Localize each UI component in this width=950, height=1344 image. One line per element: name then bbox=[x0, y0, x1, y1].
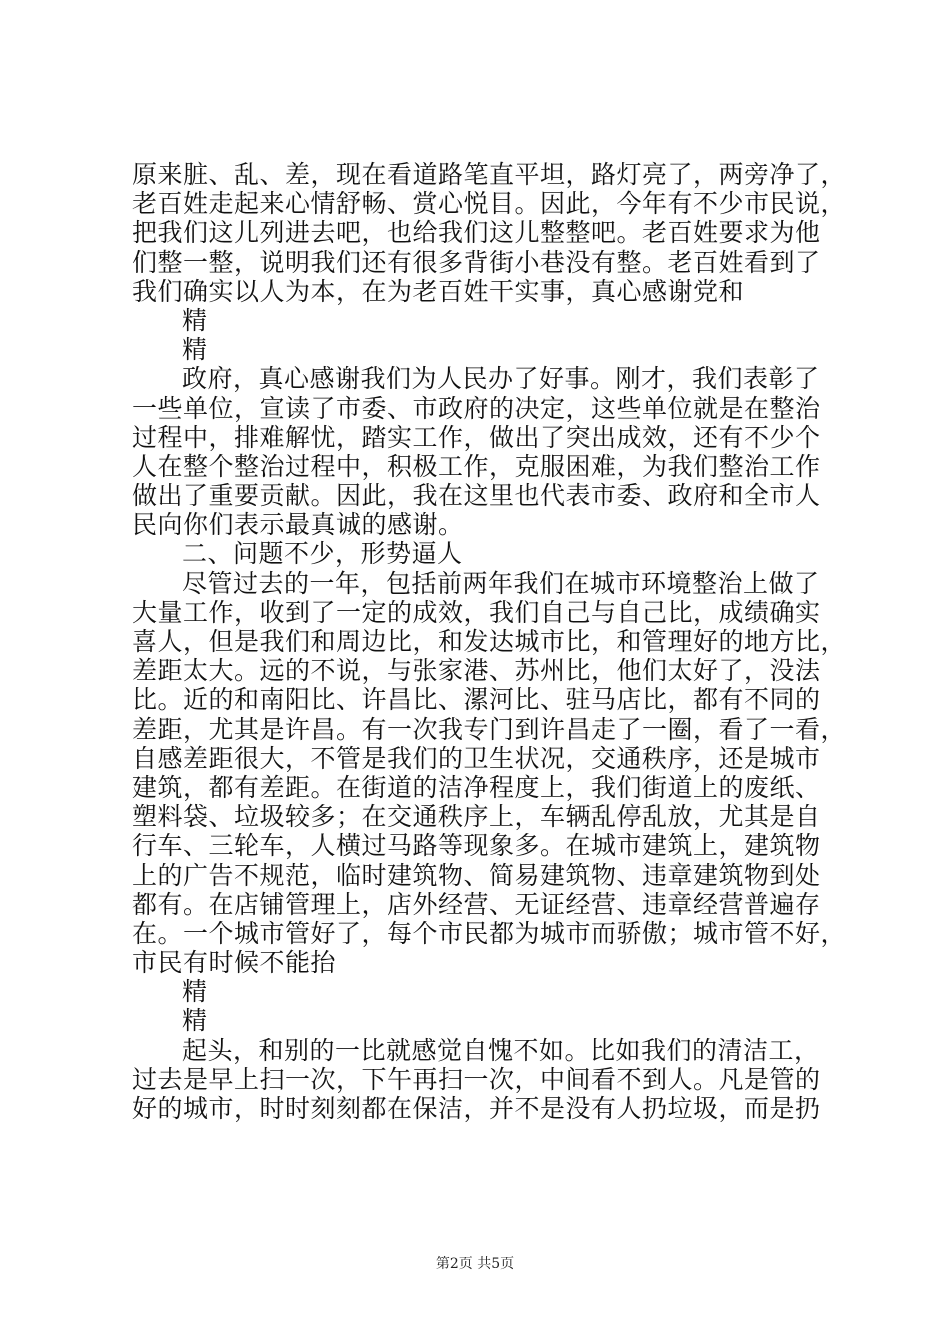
text-line: 市民有时候不能抬 bbox=[132, 948, 337, 978]
text-line: 一些单位，宣读了市委、市政府的决定，这些单位就是在整治 bbox=[132, 393, 821, 423]
text-line: 二、问题不少，形势逼人 bbox=[182, 539, 463, 569]
document-body bbox=[132, 160, 847, 1123]
text-line: 行车、三轮车，人横过马路等现象多。在城市建筑上，建筑物 bbox=[132, 831, 821, 861]
text-line: 自感差距很大，不管是我们的卫生状况，交通秩序，还是城市 bbox=[132, 743, 821, 773]
text-line: 喜人，但是我们和周边比，和发达城市比，和管理好的地方比， bbox=[132, 627, 847, 656]
text-line: 精 bbox=[182, 977, 208, 1007]
page-footer: 第2页 共5页 bbox=[435, 1256, 515, 1272]
text-line: 比。近的和南阳比、许昌比、漯河比、驻马店比，都有不同的 bbox=[132, 685, 821, 715]
text-line: 尽管过去的一年，包括前两年我们在城市环境整治上做了 bbox=[182, 568, 820, 598]
text-line: 精 bbox=[182, 1006, 208, 1036]
text-line: 老百姓走起来心情舒畅、赏心悦目。因此，今年有不少市民说， bbox=[132, 189, 847, 219]
text-line: 们整一整，说明我们还有很多背街小巷没有整。老百姓看到了 bbox=[132, 247, 821, 277]
text-line: 建筑，都有差距。在街道的洁净程度上，我们街道上的废纸、 bbox=[132, 772, 821, 802]
text-line: 大量工作，收到了一定的成效，我们自己与自己比，成绩确实 bbox=[132, 597, 821, 627]
text-line: 我们确实以人为本，在为老百姓干实事，真心感谢党和 bbox=[132, 276, 745, 306]
text-line: 都有。在店铺管理上，店外经营、无证经营、违章经营普遍存 bbox=[132, 889, 821, 919]
text-line: 塑料袋、垃圾较多；在交通秩序上，车辆乱停乱放，尤其是自 bbox=[132, 802, 821, 832]
text-line: 好的城市，时时刻刻都在保洁，并不是没有人扔垃圾，而是扔 bbox=[132, 1094, 821, 1123]
text-line: 在。一个城市管好了，每个市民都为城市而骄傲；城市管不好， bbox=[132, 918, 847, 948]
text-line: 过去是早上扫一次，下午再扫一次，中间看不到人。凡是管的 bbox=[132, 1064, 821, 1094]
text-line: 政府，真心感谢我们为人民办了好事。刚才，我们表彰了 bbox=[182, 364, 820, 394]
text-line: 人在整个整治过程中，积极工作，克服困难，为我们整治工作 bbox=[132, 451, 821, 481]
text-line: 差距太大。远的不说，与张家港、苏州比，他们太好了，没法 bbox=[132, 656, 821, 686]
text-line: 把我们这儿列进去吧，也给我们这儿整整吧。老百姓要求为他 bbox=[132, 218, 821, 248]
text-line: 精 bbox=[182, 335, 208, 365]
text-line: 民向你们表示最真诚的感谢。 bbox=[132, 510, 464, 540]
text-line: 做出了重要贡献。因此，我在这里也代表市委、政府和全市人 bbox=[132, 481, 821, 511]
text-line: 原来脏、乱、差，现在看道路笔直平坦，路灯亮了，两旁净了， bbox=[132, 160, 847, 189]
text-line: 上的广告不规范，临时建筑物、简易建筑物、违章建筑物到处 bbox=[132, 860, 821, 890]
text-line: 过程中，排难解忧，踏实工作，做出了突出成效，还有不少个 bbox=[132, 422, 821, 452]
text-line: 差距，尤其是许昌。有一次我专门到许昌走了一圈，看了一看， bbox=[132, 714, 847, 744]
text-line: 精 bbox=[182, 305, 208, 335]
text-line: 起头，和别的一比就感觉自愧不如。比如我们的清洁工， bbox=[182, 1035, 820, 1065]
